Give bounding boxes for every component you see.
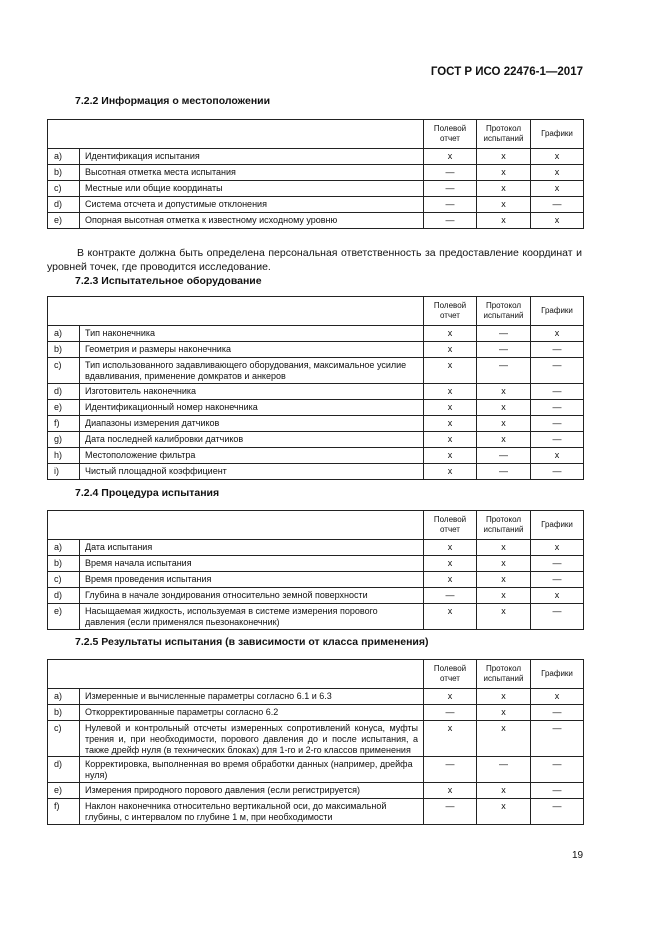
row-description: Насыщаемая жидкость, используемая в системе измерения порового давления (если применялся пьезонаконечник) [80, 604, 424, 630]
cell-graphs: x [531, 149, 584, 165]
row-description: Изготовитель наконечника [80, 383, 424, 399]
row-key: c) [48, 358, 80, 384]
cell-graphs: x [531, 689, 584, 705]
table-row [48, 757, 584, 783]
table-row [48, 689, 584, 705]
col-header-protocol: Протокол испытаний [477, 660, 531, 689]
cell-graphs: x [531, 326, 584, 342]
cell-protocol: x [477, 705, 531, 721]
table-row [48, 782, 584, 798]
cell-protocol: x [477, 165, 531, 181]
cell-protocol: — [477, 326, 531, 342]
cell-field-report: — [424, 213, 477, 229]
table-row [48, 213, 584, 229]
table-header-row [48, 660, 584, 689]
cell-protocol: x [477, 197, 531, 213]
table-row [48, 705, 584, 721]
table-test-procedure [47, 510, 584, 630]
table-row [48, 197, 584, 213]
col-header-graphs: Графики [531, 297, 584, 326]
cell-graphs: x [531, 540, 584, 556]
row-description: Местоположение фильтра [80, 447, 424, 463]
row-description: Измерения природного порового давления (если регистрируется) [80, 782, 424, 798]
row-key: e) [48, 604, 80, 630]
cell-graphs: — [531, 383, 584, 399]
row-key: f) [48, 415, 80, 431]
row-key: b) [48, 342, 80, 358]
table-row [48, 463, 584, 479]
row-description: Геометрия и размеры наконечника [80, 342, 424, 358]
cell-field-report: x [424, 572, 477, 588]
row-description: Система отсчета и допустимые отклонения [80, 197, 424, 213]
table-row [48, 798, 584, 824]
cell-field-report: — [424, 798, 477, 824]
cell-field-report: x [424, 604, 477, 630]
row-description: Чистый площадной коэффициент [80, 463, 424, 479]
table-row [48, 447, 584, 463]
cell-protocol: x [477, 149, 531, 165]
col-header-field-report: Полевой отчет [424, 511, 477, 540]
row-description: Дата последней калибровки датчиков [80, 431, 424, 447]
cell-graphs: x [531, 447, 584, 463]
row-description: Корректировка, выполненная во время обработки данных (например, дрейфа нуля) [80, 757, 424, 783]
cell-field-report: x [424, 463, 477, 479]
cell-protocol: x [477, 431, 531, 447]
table-header-row [48, 511, 584, 540]
cell-protocol: x [477, 798, 531, 824]
col-header-protocol: Протокол испытаний [477, 511, 531, 540]
col-header-field-report: Полевой отчет [424, 660, 477, 689]
section-title-7-2-3: 7.2.3 Испытательное оборудование [75, 275, 262, 287]
row-key: d) [48, 757, 80, 783]
cell-field-report: x [424, 342, 477, 358]
cell-field-report: x [424, 399, 477, 415]
table-test-equipment [47, 296, 584, 480]
row-description: Измеренные и вычисленные параметры согласно 6.1 и 6.3 [80, 689, 424, 705]
cell-field-report: x [424, 721, 477, 757]
row-description: Дата испытания [80, 540, 424, 556]
table-header-row [48, 297, 584, 326]
page-number: 19 [572, 850, 584, 861]
cell-graphs: — [531, 705, 584, 721]
row-description: Идентификационный номер наконечника [80, 399, 424, 415]
cell-field-report: — [424, 165, 477, 181]
cell-protocol: x [477, 572, 531, 588]
row-description: Тип использованного задавливающего оборудования, максимальное усилие вдавливания, применение домкратов и анкеров [80, 358, 424, 384]
row-key: a) [48, 689, 80, 705]
col-header-graphs: Графики [531, 660, 584, 689]
row-key: c) [48, 572, 80, 588]
cell-field-report: x [424, 447, 477, 463]
table-test-results [47, 659, 584, 825]
table-row [48, 383, 584, 399]
row-key: d) [48, 588, 80, 604]
table-row [48, 149, 584, 165]
table-row [48, 358, 584, 384]
table-row [48, 399, 584, 415]
table-row [48, 326, 584, 342]
row-key: a) [48, 326, 80, 342]
cell-field-report: — [424, 757, 477, 783]
cell-field-report: x [424, 556, 477, 572]
cell-graphs: x [531, 181, 584, 197]
table-row [48, 604, 584, 630]
table-row [48, 556, 584, 572]
row-key: a) [48, 149, 80, 165]
cell-protocol: — [477, 463, 531, 479]
cell-protocol: x [477, 213, 531, 229]
cell-protocol: x [477, 399, 531, 415]
table-row [48, 572, 584, 588]
table-row [48, 721, 584, 757]
cell-protocol: x [477, 721, 531, 757]
row-description: Наклон наконечника относительно вертикальной оси, до максимальной глубины, с интервалом по глубине 1 м, при необходимости [80, 798, 424, 824]
cell-protocol: x [477, 604, 531, 630]
document-header: ГОСТ Р ИСО 22476-1—2017 [430, 66, 583, 78]
cell-field-report: x [424, 358, 477, 384]
cell-graphs: x [531, 588, 584, 604]
cell-protocol: x [477, 556, 531, 572]
cell-graphs: — [531, 721, 584, 757]
row-key: b) [48, 556, 80, 572]
cell-graphs: — [531, 463, 584, 479]
cell-graphs: — [531, 358, 584, 384]
row-key: e) [48, 213, 80, 229]
row-key: d) [48, 383, 80, 399]
row-key: g) [48, 431, 80, 447]
cell-field-report: — [424, 705, 477, 721]
col-header-protocol: Протокол испытаний [477, 120, 531, 149]
header-empty-cell [48, 511, 424, 540]
cell-graphs: — [531, 342, 584, 358]
row-description: Нулевой и контрольный отсчеты измеренных сопротивлений конуса, муфты трения и, при необходимости, порового давления до и после испытания, а также дрейф нуля (в технических блоках) для 1-го и 2-го классов применения [80, 721, 424, 757]
header-empty-cell [48, 120, 424, 149]
cell-graphs: — [531, 572, 584, 588]
cell-graphs: — [531, 556, 584, 572]
row-key: c) [48, 721, 80, 757]
row-key: b) [48, 165, 80, 181]
table-row [48, 342, 584, 358]
cell-field-report: x [424, 383, 477, 399]
cell-protocol: x [477, 383, 531, 399]
cell-field-report: x [424, 431, 477, 447]
col-header-graphs: Графики [531, 511, 584, 540]
cell-protocol: x [477, 689, 531, 705]
row-key: e) [48, 399, 80, 415]
table-row [48, 431, 584, 447]
row-description: Тип наконечника [80, 326, 424, 342]
row-description: Высотная отметка места испытания [80, 165, 424, 181]
row-description: Глубина в начале зондирования относительно земной поверхности [80, 588, 424, 604]
row-description: Время начала испытания [80, 556, 424, 572]
col-header-field-report: Полевой отчет [424, 297, 477, 326]
table-location-info [47, 119, 584, 229]
cell-graphs: x [531, 213, 584, 229]
cell-field-report: — [424, 588, 477, 604]
cell-graphs: x [531, 165, 584, 181]
section-title-7-2-2: 7.2.2 Информация о местоположении [75, 95, 271, 107]
cell-field-report: x [424, 415, 477, 431]
section-title-7-2-5: 7.2.5 Результаты испытания (в зависимости от класса применения) [75, 636, 429, 648]
table-row [48, 540, 584, 556]
cell-graphs: — [531, 604, 584, 630]
col-header-protocol: Протокол испытаний [477, 297, 531, 326]
cell-field-report: x [424, 782, 477, 798]
cell-protocol: x [477, 540, 531, 556]
row-description: Идентификация испытания [80, 149, 424, 165]
table-header-row [48, 120, 584, 149]
cell-graphs: — [531, 197, 584, 213]
row-description: Диапазоны измерения датчиков [80, 415, 424, 431]
table-row [48, 181, 584, 197]
cell-protocol: x [477, 588, 531, 604]
cell-field-report: x [424, 326, 477, 342]
cell-graphs: — [531, 798, 584, 824]
row-key: d) [48, 197, 80, 213]
row-key: c) [48, 181, 80, 197]
cell-protocol: — [477, 447, 531, 463]
cell-field-report: x [424, 540, 477, 556]
cell-protocol: x [477, 782, 531, 798]
cell-field-report: x [424, 149, 477, 165]
cell-protocol: x [477, 181, 531, 197]
cell-protocol: x [477, 415, 531, 431]
col-header-graphs: Графики [531, 120, 584, 149]
cell-field-report: — [424, 181, 477, 197]
row-key: b) [48, 705, 80, 721]
table-row [48, 588, 584, 604]
row-description: Опорная высотная отметка к известному исходному уровню [80, 213, 424, 229]
cell-graphs: — [531, 399, 584, 415]
cell-field-report: — [424, 197, 477, 213]
cell-protocol: — [477, 342, 531, 358]
cell-protocol: — [477, 358, 531, 384]
cell-graphs: — [531, 757, 584, 783]
cell-graphs: — [531, 415, 584, 431]
cell-graphs: — [531, 431, 584, 447]
row-key: i) [48, 463, 80, 479]
row-key: a) [48, 540, 80, 556]
table-row [48, 165, 584, 181]
row-description: Местные или общие координаты [80, 181, 424, 197]
cell-graphs: — [531, 782, 584, 798]
col-header-field-report: Полевой отчет [424, 120, 477, 149]
cell-field-report: x [424, 689, 477, 705]
row-description: Время проведения испытания [80, 572, 424, 588]
row-key: f) [48, 798, 80, 824]
contract-paragraph: В контракте должна быть определена персональная ответственность за предоставление координат и уровней точек, где проводится исследование. [47, 247, 582, 273]
header-empty-cell [48, 660, 424, 689]
row-description: Откорректированные параметры согласно 6.2 [80, 705, 424, 721]
header-empty-cell [48, 297, 424, 326]
cell-protocol: — [477, 757, 531, 783]
table-row [48, 415, 584, 431]
row-key: h) [48, 447, 80, 463]
section-title-7-2-4: 7.2.4 Процедура испытания [75, 487, 220, 499]
row-key: e) [48, 782, 80, 798]
